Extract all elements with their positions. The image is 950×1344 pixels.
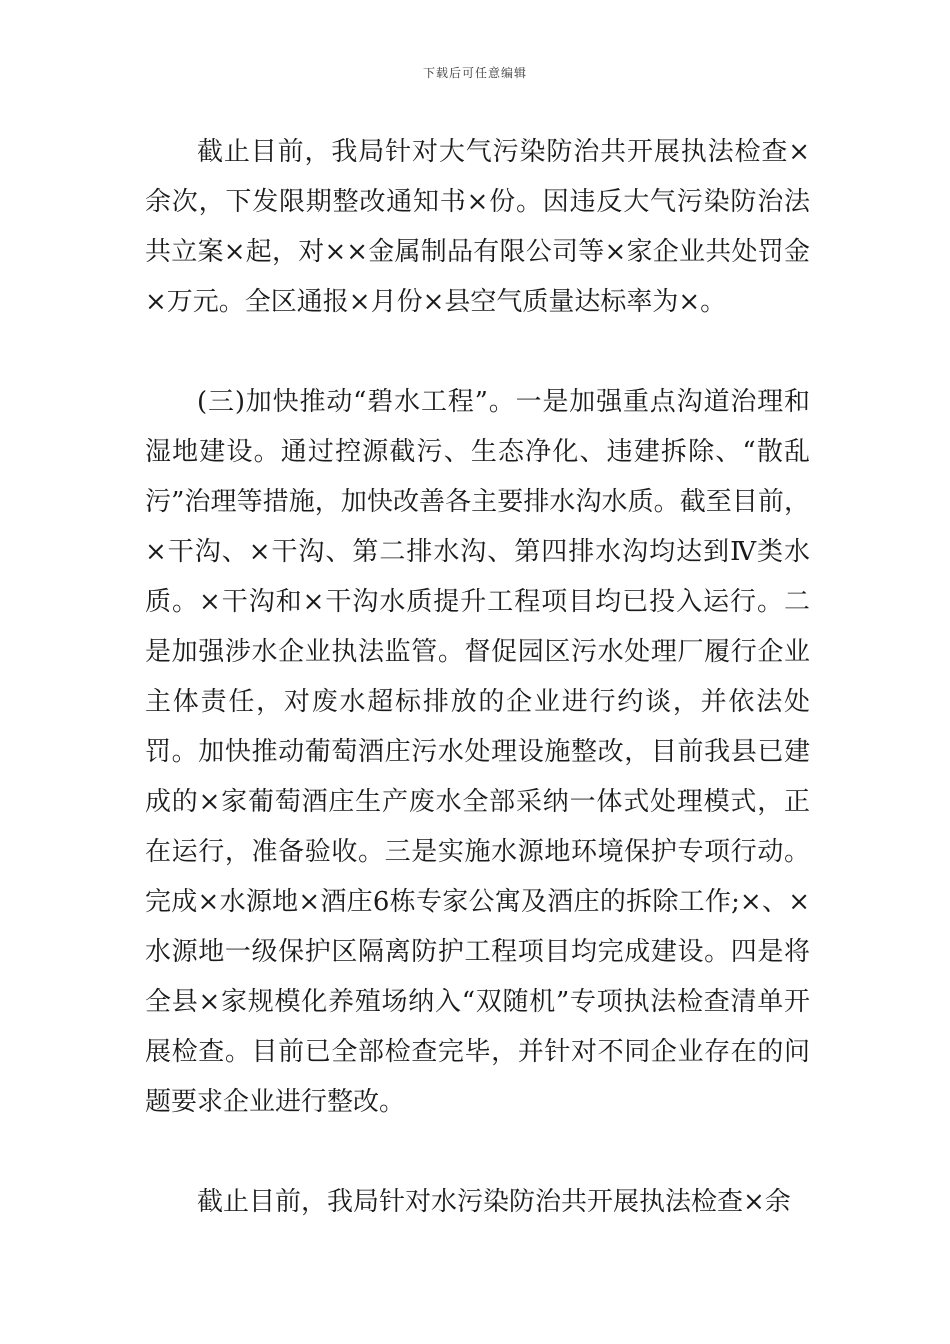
paragraph-clear-water-project: (三)加快推动“碧水工程”。一是加强重点沟道治理和湿地建设。通过控源截污、生态净化、违建拆除、“散乱污”治理等措施，加快改善各主要排水沟水质。截至目前，×干沟、×干沟、第二排水沟、第四排水沟均达到Ⅳ类水质。×干沟和×干沟水质提升工程项目均已投入运行。二是加强涉水企业执法监管。督促园区污水处理厂履行企业主体责任，对废水超标排放的企业进行约谈，并依法处罚。加快推动葡萄酒庄污水处理设施整改，目前我县已建成的×家葡萄酒庄生产废水全部采纳一体式处理模式，正在运行，准备验收。三是实施水源地环境保护专项行动。完成×水源地×酒庄6栋专家公寓及酒庄的拆除工作;×、×水源地一级保护区隔离防护工程项目均完成建设。四是将全县×家规模化养殖场纳入“双随机”专项执法检查清单开展检查。目前已全部检查完毕，并针对不同企业存在的问题要求企业进行整改。	[145, 387, 810, 1117]
paragraph-gap	[145, 327, 810, 377]
paragraph-air-pollution: 截止目前，我局针对大气污染防治共开展执法检查×余次，下发限期整改通知书×份。因违反大气污染防治法共立案×起，对××金属制品有限公司等×家企业共处罚金×万元。全区通报×月份×县空气质量达标率为×。	[145, 137, 810, 317]
paragraph-gap	[145, 1127, 810, 1177]
document-body	[145, 127, 810, 1227]
paragraph-water-pollution: 截止目前，我局针对水污染防治共开展执法检查×余	[197, 1187, 791, 1217]
page-header-note: 下载后可任意编辑	[422, 66, 527, 80]
